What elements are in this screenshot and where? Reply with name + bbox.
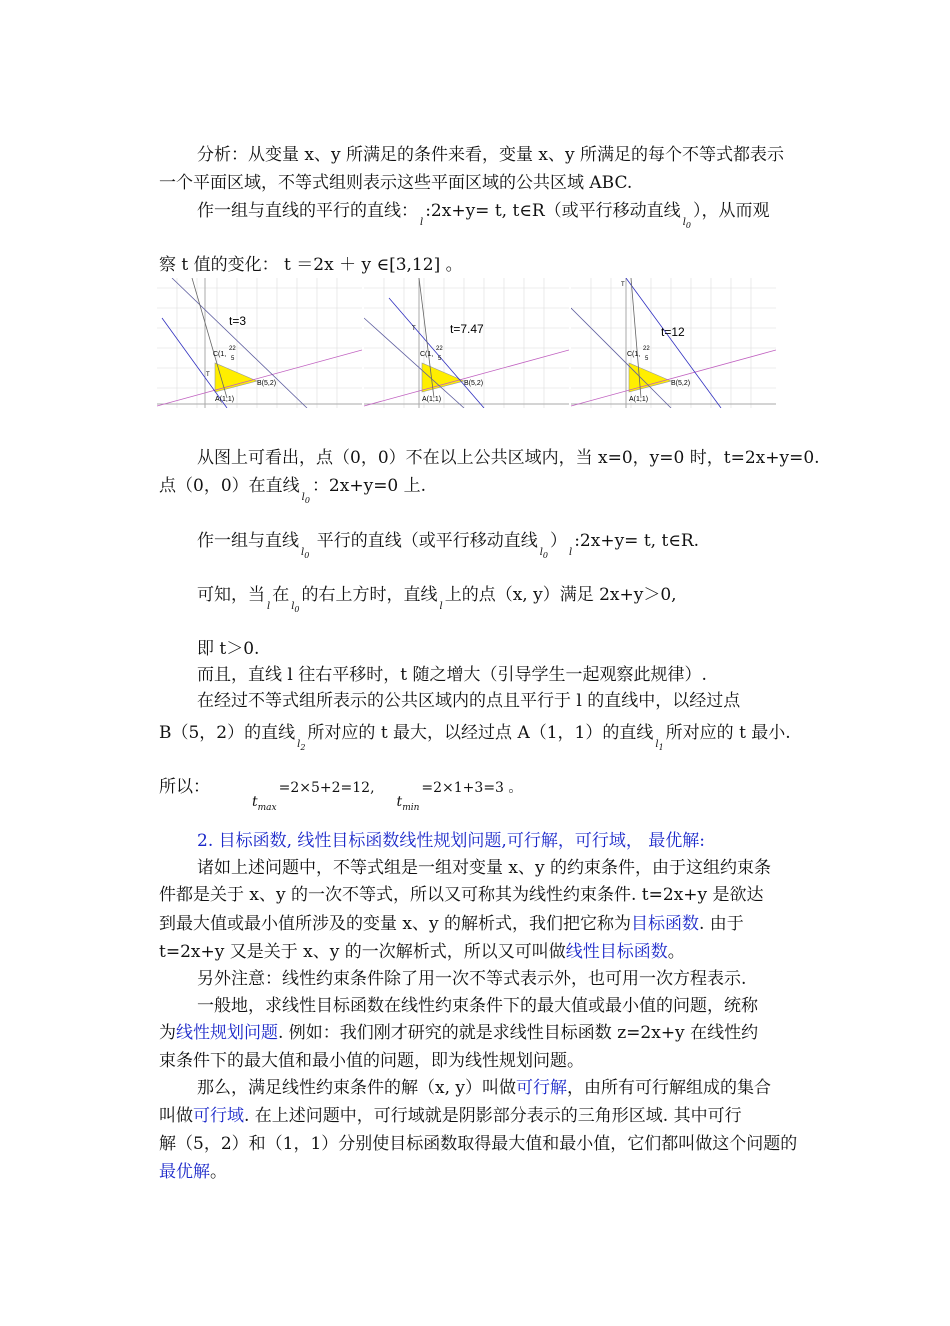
para1-line3-text-a: 作一组与直线的平行的直线： — [197, 201, 418, 221]
point-c-label: C(1, — [420, 351, 434, 358]
point-c-denominator: 5 — [231, 356, 235, 362]
t-axis-label: T — [412, 326, 416, 332]
para1-line3 — [197, 200, 769, 228]
point-c-label: C(1, — [627, 351, 641, 358]
constraint-line — [364, 350, 569, 406]
point-c-denominator: 5 — [438, 356, 442, 362]
t-value-label: t=3 — [229, 314, 247, 328]
term-feasible-solution: 可行解 — [516, 1078, 567, 1098]
line-l0-symbol: l0 — [539, 547, 548, 560]
para2-line2: 点（0，0）在直线$_{l_0}$：2x+y=0 上. — [159, 476, 427, 505]
para2-line1: 从图上可看出，点（0，0）不在以上公共区域内，当 x=0，y=0 时，t=2x+y=0. — [197, 448, 820, 468]
t-min-symbol: tmin — [396, 794, 420, 813]
constraint-line — [571, 308, 671, 408]
constraint-line — [172, 278, 307, 408]
t-value-label: t=7.47 — [450, 322, 484, 336]
para2-line6: 而且，直线 l 往右平移时，t 随之增大（引导学生一起观察此规律）. — [197, 665, 707, 685]
point-c-label: C(1, — [213, 351, 227, 358]
graph-t3 — [157, 278, 362, 408]
point-c-numerator: 22 — [229, 346, 236, 352]
section2-line8: 束条件下的最大值和最小值的问题，即为线性规划问题。 — [159, 1051, 584, 1071]
line-l0-symbol: l0 — [682, 217, 691, 230]
para1-line3-text-f: ），从而观 — [692, 201, 770, 221]
point-a-label: A(1,1) — [629, 396, 649, 403]
point-c-numerator: 22 — [436, 346, 443, 352]
constraint-line — [571, 350, 776, 406]
term-objective-function: 目标函数 — [631, 914, 699, 934]
line-l0-symbol: l0 — [301, 547, 310, 560]
graph-t747 — [364, 278, 569, 408]
term-linear-objective-function: 线性目标函数 — [565, 942, 668, 962]
term-optimal-solution: 最优解 — [159, 1162, 210, 1182]
section2-line1: 诸如上述问题中，不等式组是一组对变量 x、y 的约束条件，由于这组约束条 — [197, 858, 771, 878]
point-a-label: A(1,1) — [422, 396, 442, 403]
section2-line12: 最优解。 — [159, 1162, 227, 1182]
t-max-symbol: tmax — [252, 794, 277, 813]
line-l-symbol: l — [420, 217, 424, 228]
para2-line7: 在经过不等式组所表示的公共区域内的点且平行于 l 的直线中，以经过点 — [197, 691, 741, 711]
section2-line11: 解（5，2）和（1，1）分别使目标函数取得最大值和最小值，它们都叫做这个问题的 — [159, 1134, 798, 1154]
para1-line3-text-c: :2x+y= t, t∈R（或平行移动直线 — [425, 201, 681, 221]
section2-line6: 一般地，求线性目标函数在线性约束条件下的最大值或最小值的问题，统称 — [197, 996, 758, 1016]
point-b-label: B(5,2) — [257, 380, 277, 387]
point-a-label: A(1,1) — [215, 396, 235, 403]
section2-line3: 到最大值或最小值所涉及的变量 x、y 的解析式，我们把它称为目标函数. 由于 — [159, 914, 744, 934]
t-value-label: t=12 — [661, 325, 685, 339]
t-axis-label: T — [206, 372, 210, 378]
para1-line1: 分析：从变量 x、y 所满足的条件来看，变量 x、y 所满足的每个不等式都表示 — [197, 145, 784, 165]
section2-line7: 为线性规划问题. 例如：我们刚才研究的就是求线性目标函数 z=2x+y 在线性约 — [159, 1023, 759, 1043]
line-l1-symbol: l1 — [655, 739, 664, 752]
section2-line10: 叫做可行域. 在上述问题中，可行域就是阴影部分表示的三角形区域. 其中可行 — [159, 1106, 742, 1126]
grid — [157, 278, 362, 408]
section2-line9: 那么，满足线性约束条件的解（x, y）叫做可行解，由所有可行解组成的集合 — [197, 1078, 771, 1098]
para1-line4: 察 t 值的变化： t ＝2x ＋ y ∈[3,12] 。 — [159, 255, 463, 275]
line-l-symbol: l — [267, 601, 271, 612]
para2-line3: 作一组与直线$_{l_0}$ 平行的直线（或平行移动直线$_{l_0})_l:2x+y= t$, t∈R. — [197, 531, 700, 560]
para2-line9: 所以：$_{t_{max}}=2\times 5+2=12,_{t_{min}}=2\times 1+3=3$ 。 — [159, 777, 523, 813]
term-linear-programming: 线性规划问题 — [176, 1023, 278, 1043]
section2-heading: 2. 目标函数, 线性目标函数线性规划问题,可行解，可行域， 最优解: — [197, 831, 705, 851]
para2-line4: 可知，当$_l$在$_{l_0}$的右上方时，直线$_l$上的点（x, y）满足 2x+y＞0, — [197, 585, 677, 614]
point-b-label: B(5,2) — [464, 380, 484, 387]
section2-line5: 另外注意：线性约束条件除了用一次不等式表示外，也可用一次方程表示. — [197, 969, 747, 989]
feasible-region — [629, 363, 671, 392]
para2-line5: 即 t＞0. — [197, 639, 260, 659]
grid — [364, 278, 569, 408]
point-b-label: B(5,2) — [671, 380, 691, 387]
line-l0-symbol: l0 — [301, 492, 310, 505]
constraint-line — [157, 350, 362, 406]
para2-line8: B（5，2）的直线$_{l_2}$所对应的 t 最大，以经过点 A（1，1）的直线$_{l_1}$所对应的 t 最小. — [159, 723, 791, 752]
point-c-denominator: 5 — [645, 356, 649, 362]
graph-t12 — [571, 278, 776, 408]
line-l2-symbol: l2 — [297, 739, 306, 752]
line-l-symbol: l — [439, 601, 443, 612]
point-c-numerator: 22 — [643, 346, 650, 352]
line-l0-symbol: l0 — [291, 601, 300, 614]
section2-line2: 件都是关于 x、y 的一次不等式，所以又可称其为线性约束条件. t=2x+y 是欲达 — [159, 885, 764, 905]
section2-line4: t=2x+y 又是关于 x、y 的一次解析式，所以又可叫做线性目标函数。 — [159, 942, 685, 962]
term-feasible-region: 可行域 — [193, 1106, 244, 1126]
line-l-symbol: l — [569, 547, 573, 558]
t-axis-label: T — [621, 282, 625, 288]
para1-line2: 一个平面区域，不等式组则表示这些平面区域的公共区域 ABC. — [159, 173, 633, 193]
